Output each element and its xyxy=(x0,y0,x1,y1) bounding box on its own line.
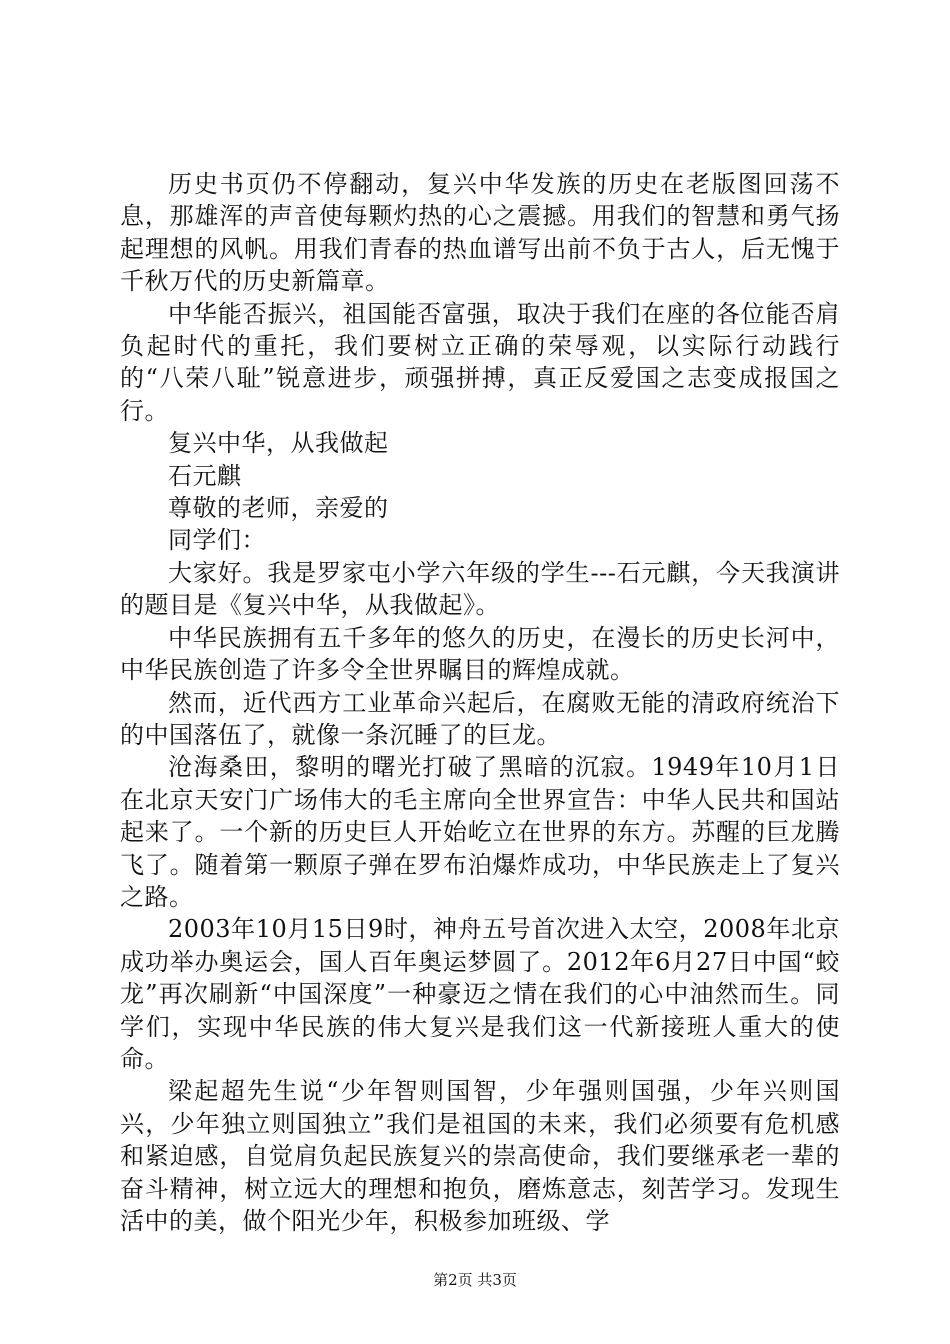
page-number-footer: 第2页 共3页 xyxy=(433,1271,517,1289)
paragraph: 历史书页仍不停翻动，复兴中华发族的历史在老版图回荡不息，那雄浑的声音使每颗灼热的心之震撼。用我们的智慧和勇气扬起理想的风帆。用我们青春的热血谱写出前不负于古人，后无愧于千秋万代的历史新篇章。 xyxy=(120,170,840,296)
paragraph: 梁起超先生说“少年智则国智，少年强则国强，少年兴则国兴，少年独立则国独立”我们是祖国的未来，我们必须要有危机感和紧迫感，自觉肩负起民族复兴的崇高使命，我们要继承老一辈的奋斗精神，树立远大的理想和抱负，磨炼意志，刻苦学习。发现生活中的美，做个阳光少年，积极参加班级、学 xyxy=(120,1077,840,1235)
speech-author: 石元麒 xyxy=(168,461,242,490)
salutation: 尊敬的老师，亲爱的 xyxy=(168,494,389,523)
paragraph: 沧海桑田，黎明的曙光打破了黑暗的沉寂。1949年10月1日在北京天安门广场伟大的毛主席向全世界宣告：中华人民共和国站起来了。一个新的历史巨人开始屹立在世界的东方。苏醒的巨龙腾飞了。随着第一颗原子弹在罗布泊爆炸成功，中华民族走上了复兴之路。 xyxy=(120,753,840,911)
paragraph: 然而，近代西方工业革命兴起后，在腐败无能的清政府统治下的中国落伍了，就像一条沉睡了的巨龙。 xyxy=(120,688,840,749)
paragraph: 2003年10月15日9时，神舟五号首次进入太空，2008年北京成功举办奥运会，国人百年奥运梦圆了。2012年6月27日中国“蛟龙”再次刷新“中国深度”一种豪迈之情在我们的心中油然而生。同学们，实现中华民族的伟大复兴是我们这一代新接班人重大的使命。 xyxy=(120,915,840,1073)
document-body xyxy=(120,168,840,1237)
paragraph: 中华民族拥有五千多年的悠久的历史，在漫长的历史长河中，中华民族创造了许多令全世界瞩目的辉煌成就。 xyxy=(120,623,840,685)
salutation-continued: 同学们： xyxy=(168,526,266,555)
paragraph: 中华能否振兴，祖国能否富强，取决于我们在座的各位能否肩负起时代的重托，我们要树立正确的荣辱观，以实际行动践行的“八荣八耻”锐意进步，顽强拼搏，真正反爱国之志变成报国之行。 xyxy=(120,299,840,425)
speech-title: 复兴中华，从我做起 xyxy=(168,429,389,458)
paragraph: 大家好。我是罗家屯小学六年级的学生---石元麒，今天我演讲的题目是《复兴中华，从我做起》。 xyxy=(120,558,840,620)
